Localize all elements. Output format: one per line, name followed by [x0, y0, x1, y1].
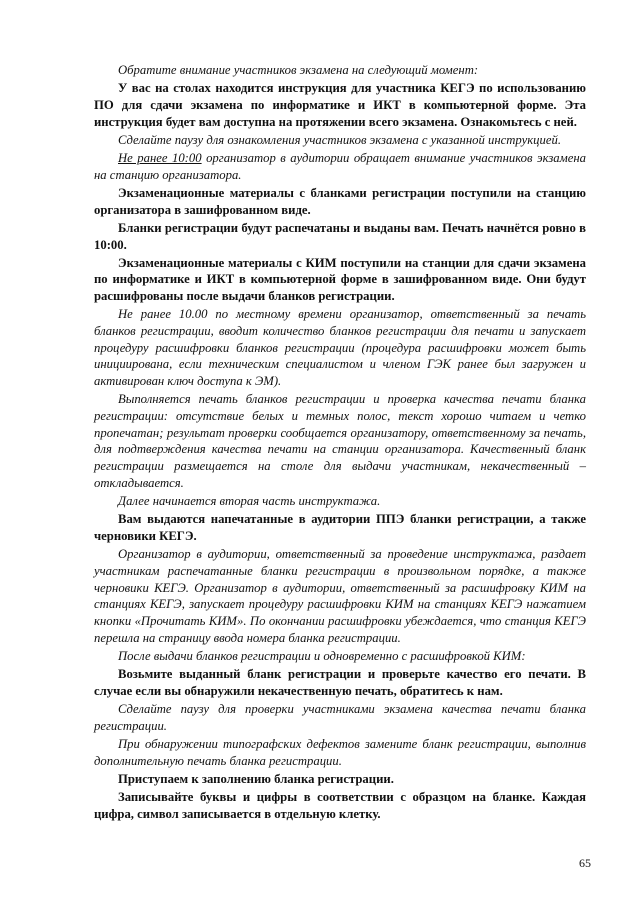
paragraph-text: организатор в аудитории обращает внимание участников экзамена на станцию организатора.: [94, 151, 586, 182]
paragraph-replace-form: При обнаружении типографских дефектов замените бланк регистрации, выполнив дополнительную печать бланка регистрации.: [94, 736, 586, 768]
paragraph-forms-issued: Вам выдаются напечатанные в аудитории ППЭ бланки регистрации, а также черновики КЕГЭ.: [94, 512, 586, 543]
paragraph-instruction-kege: У вас на столах находится инструкция для участника КЕГЭ по использованию ПО для сдачи экзамена по информатике и ИКТ в компьютерной форме. Эта инструкция будет вам доступна на протяжении всего экзамена. Ознакомьтесь с ней.: [94, 81, 586, 129]
paragraph-forms-printed: Бланки регистрации будут распечатаны и выданы вам. Печать начнётся ровно в 10:00.: [94, 220, 586, 252]
paragraph-pause-check: Сделайте паузу для проверки участниками экзамена качества печати бланка регистрации.: [94, 702, 586, 733]
paragraph-decrypt-procedure: Не ранее 10.00 по местному времени организатор, ответственный за печать бланков регистрации, вводит количество бланков регистрации для печати и запускает процедуру расшифровки бланков регистрации (процедура расшифровки может быть инициирована, если техническим специалистом и членом ГЭК ранее был загружен и активирован ключ доступа к ЭМ).: [94, 307, 586, 389]
time-underlined: Не ранее 10:00: [118, 151, 202, 166]
paragraph-materials-registration: Экзаменационные материалы с бланками регистрации поступили на станцию организатора в зашифрованном виде.: [94, 185, 586, 217]
page-number: 65: [579, 856, 591, 870]
paragraph-print-check: Выполняется печать бланков регистрации и проверка качества печати бланка регистрации: отсутствие белых и темных полос, текст хорошо читаем и четко пропечатан; результат проверки сообщается организатору, ответственному за печать, для подтверждения качества печати на станции организатора. Качественный бланк регистрации размещается на столе для выдачи участникам, некачественный – откладывается.: [94, 392, 586, 490]
paragraph-organizer-distributes: Организатор в аудитории, ответственный за проведение инструктажа, раздает участникам распечатанные бланки регистрации в произвольном порядке, а также черновики КЕГЭ. Организатор в аудитории, ответственный за расшифровку КИМ на станциях КЕГЭ, запускает процедуру расшифровки КИМ на станциях КЕГЭ нажатием кнопки «Прочитать КИМ». По окончании расшифровки убеждается, что станция КЕГЭ перешла на страницу ввода номера бланка регистрации.: [94, 547, 586, 645]
paragraph-second-part: Далее начинается вторая часть инструктажа.: [118, 494, 381, 509]
paragraph-after-issue: После выдачи бланков регистрации и одновременно с расшифровкой КИМ:: [118, 648, 526, 663]
paragraph-pause-familiarize: Сделайте паузу для ознакомления участников экзамена с указанной инструкцией.: [118, 132, 561, 147]
paragraph-materials-kim: Экзаменационные материалы с КИМ поступили на станции для сдачи экзамена по информатике и ИКТ в компьютерной форме в зашифрованном виде. Они будут расшифрованы после выдачи бланков регистрации.: [94, 255, 586, 304]
page-content: [94, 62, 586, 824]
paragraph-check-quality: Возьмите выданный бланк регистрации и проверьте качество его печати. В случае если вы обнаружили некачественную печать, обратитесь к нам.: [94, 667, 586, 698]
paragraph-attention-note: Обратите внимание участников экзамена на следующий момент:: [118, 63, 479, 77]
paragraph-start-filling: Приступаем к заполнению бланка регистрации.: [118, 771, 394, 786]
paragraph-write-letters: Записывайте буквы и цифры в соответствии с образцом на бланке. Каждая цифра, символ записывается в отдельную клетку.: [94, 790, 586, 821]
paragraph-not-earlier-10: [94, 150, 586, 183]
